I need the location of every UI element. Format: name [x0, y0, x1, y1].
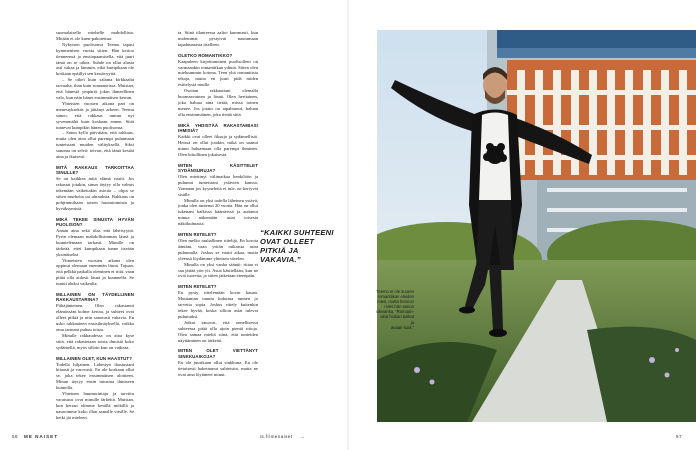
body-paragraph: Minulle rakkaudessa on aina kyse siitä, että rakastetaan toista ihmistä koko sydämellä, myös silloin kun on vaikeaa. — [56, 332, 134, 350]
body-paragraph: Yhteinen huumorintaju ja tarvittu varaisuus ovat minulle tärkeitä. Muistan, kun kerran olimme kesällä mökillä ja nauroimme koko illan samalle vitsille. Se hetki jäi mieleen. — [56, 391, 134, 420]
right-page-number: 57 — [676, 434, 682, 439]
body-paragraph: Yhteisten vuosien aikana pari on menestyksekäs ja jättänyt arkeen. Teemu sanoo, että rakkaus tuntuu nyt syvemmältä kuin koskaan ennen. Siitä tuntevat kumpikin hänen puolisonsa. — [56, 100, 134, 130]
body-paragraph: – Se oikei kuin salama kirkkaalta taivaalta, ihan kuin romaaneissa. Muistan, että hänestä ympäröi jokin ihmeellinen valo, kun näin hänet ensimmäisen kerran. — [56, 77, 134, 100]
body-paragraph: Minulla on yksi vanha sääntö: riitaa ei saa jättää yön yli. Asiat käsitellään, kun ne ovat tuoreita, ja sitten jatketaan eteenpäin. — [178, 261, 258, 279]
section-heading: MILLAINEN ON TÄYDELLINEN RAKKAUSTARINA? — [56, 292, 134, 303]
body-paragraph: En ole juurikaan ollut sinkkuna. En ole tietoisesti hakeutunut suhteisiin, mutta ne ovat aina löytäneet minut. — [178, 359, 258, 377]
portrait-photo — [377, 30, 696, 422]
caption-line: Teemu ei ole suuren — [376, 289, 414, 294]
body-paragraph: Osoitan rakkauttani olemalla huomaavainen ja läsnä. Olen herttainen, joka haluaa aina tietää, missä toinen menee. Jos jotain on tapahtunut, haluan olla ensimmäinen, joka tietää siitä. — [178, 88, 258, 117]
text-column-1 — [56, 30, 134, 422]
body-paragraph: Kaikki ovat olleet fiksuja ja sydämellisiä. Heissä on ollut jotakin, mikä on saanut minut haluamaan olla parempi ihminen. Olen kiitollinen jokaisesta. — [178, 134, 258, 157]
body-paragraph: Minulla on yksi todella läheinen ystävä, jonka olen tuntenut 20 vuotta. Hän on ollut tukenani kaikissa käänteissä ja auttanut minua näkemään asiat toisesta näkökulmasta. — [178, 197, 258, 227]
body-paragraph: Se on kaikkea mitä elämä vaatii. Jos rakastat jotakin, sinun täytyy olla valmis tekemään vaikeitakin asioita – olipa se sitten murheita tai uhrauksia. Rakkaus on pohjimmiltaan toisen huomioimista ja hyväksymistä. — [56, 176, 134, 211]
photo-illustration — [377, 30, 696, 422]
section-heading: MITEN RIITELET? — [178, 284, 217, 290]
arrow-right-icon: → — [300, 434, 305, 439]
caption-line: avaan suut.” — [390, 324, 414, 330]
body-paragraph: – Saton kyllä päivittäin, että rakkaus, mutta olen aina ollut parempi puhumaan tunteistani muiden välityksellä. Siksi sanoma on selvä: toivon, että tämä kestää aina ja ikuisesti. — [56, 130, 134, 160]
body-paragraph: Kaapuleen kirjoittaminen puolisolleni on varmaankin romantiikan ydintä. Sitten olen mieluummin kotona. Teen yhä romanttisia tekoja, mutta en juuri pidä niiden esittelystä muille. — [178, 58, 258, 88]
pull-quote-line: VAKAVIA.” — [260, 255, 301, 264]
photo-caption — [376, 289, 414, 330]
body-paragraph: Olen melko rauhallinen riitelijä. En korota ääntäni, vaan yritän ratkaista asiat puhumalla. Joskus se vaatii aikaa, mutta yleensä löydämme yhteisen sävelen. — [178, 238, 258, 261]
left-page-number: 56 — [12, 434, 18, 439]
section-heading: OLETKO ROMANTIKKO? — [178, 52, 233, 58]
caption-line: mies hän sanoo — [384, 304, 414, 310]
section-heading: MITEN RIITELET? — [178, 232, 217, 238]
body-paragraph: Olen miettinyt välimatkaa henkilöön ja puhunut tunteistani ystävien kanssa. Varmaan jos kyyneleitä ei tule, ne kertyvät sisälle. — [178, 173, 258, 197]
body-paragraph: Nykyisen puolisonsa Teemu tapasi kymmenisen vuotta sitten. Hän kertoo tienneensä jo ensitapaamisella, että juuri tämä on se oikea. Suhde on ollut alusta asti vakaa ja lämmin, eikä kumpikaan ole koskaan epäillyt sen kestävyyttä. — [56, 41, 134, 77]
page-gutter — [347, 0, 349, 450]
section-heading: MILLAINEN OLET, KUN HAASTUT? — [56, 355, 132, 361]
body-paragraph: Jotkut sanovat, että onnellisessa suhteessa pitää olla ajoin pieniä riitoja. Olen samaa mieltä siinä, että tunteiden näyttäminen on tärkeää. — [178, 319, 258, 343]
caption-line: mies, mutta hennon — [377, 299, 414, 305]
section-heading: MIKÄ YHDISTÄÄ RAKASTAMIASI IHMISIÄ? — [178, 122, 258, 134]
section-heading: MIKÄ TEKEE SINUSTA HYVÄN PUOLISON? — [56, 216, 134, 228]
pull-quote-line: OVAT OLLEET — [260, 237, 315, 246]
text-column-2 — [178, 30, 258, 422]
section-heading: MITÄ RAKKAUS TARKOITTAA SINULLE? — [56, 164, 134, 176]
body-paragraph: Viimeisten vuosien aikana olen oppinut olemaan enemmän läsnä. Tajuan, että pelkkä paikalla oleminen ei riitä, vaan pitää olla aidosti läsnä ja kuunnella. Se tuntui aluksi vaikealta. — [56, 257, 134, 287]
pull-quote — [260, 228, 342, 264]
body-paragraph: ta. Siinä tilanteessa aaltoi kummasti, kun molemmat pystyivät nauramaan tapahtumasta itselleen. — [178, 30, 258, 47]
caption-line: romantiikan eleiden — [377, 294, 414, 300]
section-heading: MITEN OLET VIETTÄNYT SINKKUAIKOJA? — [178, 348, 258, 359]
body-paragraph: Todella hiljainen. Lähestyn ihastustani hitaasti ja varovasti. En ole koskaan ollut se, joka tekee ensimmäisen aloitteen. Minun täytyy ensin tutustua ihmiseen kunnolla. — [56, 361, 134, 391]
section-heading: MITEN KÄSITTELET SYDÄNSURUJA? — [178, 162, 258, 174]
pull-quote-line: “KAIKKI SUHTEENI — [260, 228, 334, 237]
magazine-url: is.fi/menaiset — [260, 434, 293, 439]
caption-line: aina hiukan tuskat ja — [380, 314, 414, 325]
body-paragraph: Annan aina sekä tilaa että läheisyyttä. Pyrin olemaan mahdollisimman läsnä ja kuuntelemaan tarkasti. Minulle on tärkeää, ettei kumpikaan tunne itseään yksinäiseksi. — [56, 228, 134, 257]
body-paragraph: suomalaiselle miehelle mahdollista. Mitään ei ole kuen-pakotettua. — [56, 30, 134, 41]
magazine-name: ME NAISET — [24, 434, 59, 439]
caption-line: olevansa. ”Romaan- — [376, 309, 414, 315]
body-paragraph: Pitkäjänteinen. Olen rakastanut elämässäni kolme kertaa, ja suhteet ovat olleet pitkiä ja niin sanotusti vakavia. En usko rakkauteen ensisilmäyksellä, vaikka oma tarinani puhuu toista. — [56, 303, 134, 332]
body-paragraph: En pysty riitelemään kovin kauan. Muutaman tunnin kuluttua tunnen jo tarvetta sopia. Joskus riitely kuitenkin tekee hyvää, koska silloin asiat tulevat puhutuiksi. — [178, 290, 258, 319]
pull-quote-line: PITKIÄ JA — [260, 246, 299, 255]
